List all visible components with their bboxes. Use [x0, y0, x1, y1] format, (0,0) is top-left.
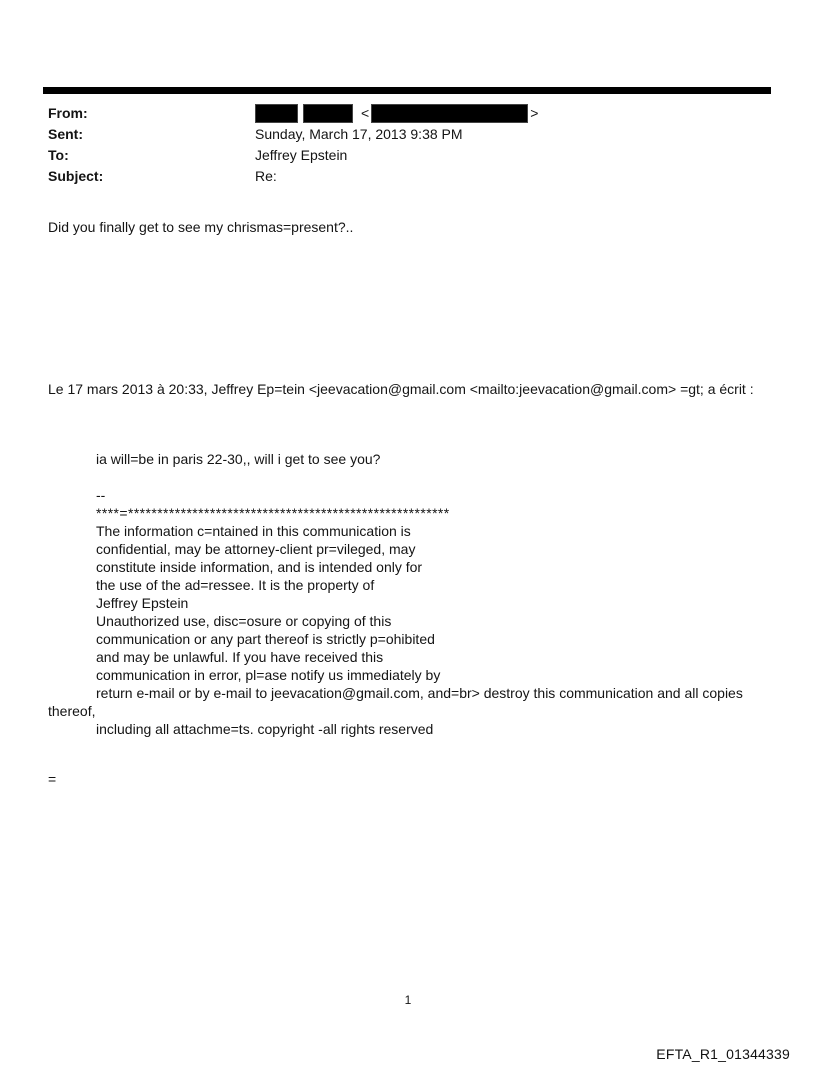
disclaimer-line: Jeffrey Epstein	[96, 595, 189, 611]
subject-label: Subject:	[48, 168, 104, 184]
quoted-message-block	[48, 450, 798, 738]
sent-value: Sunday, March 17, 2013 9:38 PM	[255, 126, 463, 142]
asterisk-divider-line: ****=*******************************************************	[96, 505, 450, 521]
to-label: To:	[48, 147, 69, 163]
from-value	[255, 103, 540, 124]
from-open-bracket: <	[361, 105, 370, 121]
quote-attribution-line: Le 17 mars 2013 à 20:33, Jeffrey Ep=tein <jeevacation@gmail.com <mailto:jeevacation@gmail.com> =gt; a écrit :	[48, 381, 754, 397]
email-body-opening-line: Did you finally get to see my chrismas=present?..	[48, 219, 354, 235]
redaction-box	[371, 104, 528, 123]
header-divider-bar	[43, 87, 771, 94]
trailing-equals-sign: =	[48, 771, 57, 787]
disclaimer-hanging-word: thereof,	[48, 703, 96, 719]
from-close-bracket: >	[530, 105, 539, 121]
disclaimer-last-line: including all attachme=ts. copyright -all rights reserved	[96, 721, 434, 737]
disclaimer-line: communication or any part thereof is strictly p=ohibited	[96, 631, 435, 647]
spacer	[48, 468, 798, 486]
disclaimer-line: the use of the ad=ressee. It is the property of	[96, 577, 375, 593]
header-row-subject	[48, 166, 768, 187]
sent-label: Sent:	[48, 126, 83, 142]
header-row-sent	[48, 124, 768, 145]
disclaimer-line: return e-mail or by e-mail to jeevacation@gmail.com, and=br> destroy this communication and all copies	[96, 685, 743, 701]
page-number: 1	[404, 993, 412, 1007]
disclaimer-line: constitute inside information, and is intended only for	[96, 559, 423, 575]
redaction-box	[303, 104, 353, 123]
disclaimer-line: The information c=ntained in this communication is	[96, 523, 411, 539]
redaction-box	[255, 104, 298, 123]
subject-value: Re:	[255, 168, 277, 184]
quoted-message-text: ia will=be in paris 22-30,, will i get to see you?	[96, 451, 381, 467]
from-label: From:	[48, 105, 88, 121]
bates-number: EFTA_R1_01344339	[656, 1046, 790, 1062]
email-header	[48, 103, 768, 187]
disclaimer-line: Unauthorized use, disc=osure or copying of this	[96, 613, 392, 629]
signature-dashes: --	[96, 487, 106, 503]
disclaimer-line: and may be unlawful. If you have received this	[96, 649, 384, 665]
header-row-to	[48, 145, 768, 166]
disclaimer-line: confidential, may be attorney-client pr=vileged, may	[96, 541, 416, 557]
disclaimer-line: communication in error, pl=ase notify us immediately by	[96, 667, 441, 683]
to-value: Jeffrey Epstein	[255, 147, 348, 163]
header-row-from	[48, 103, 768, 124]
